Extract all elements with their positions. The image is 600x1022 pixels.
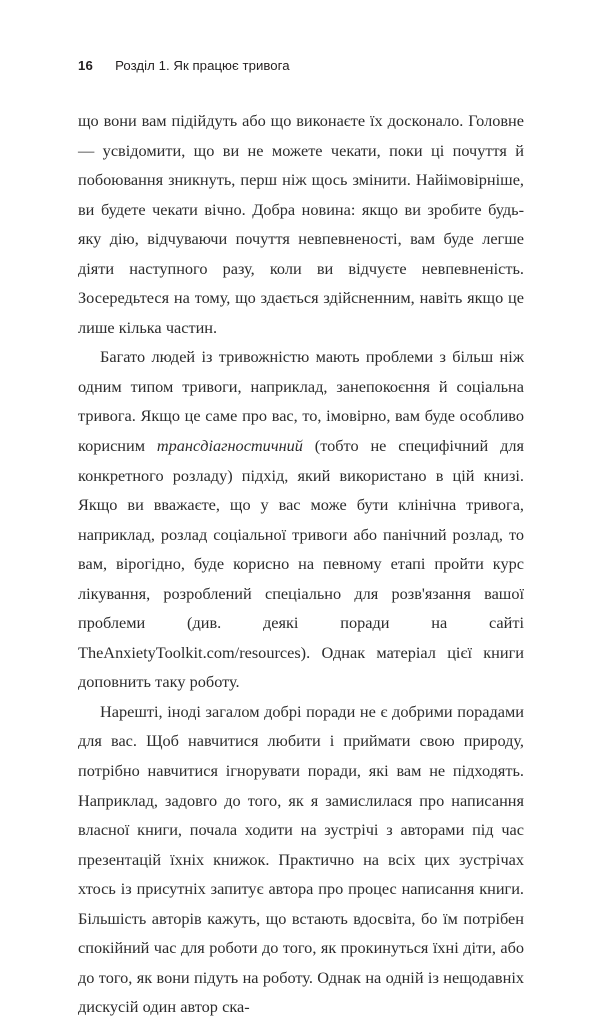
text-run: що вони вам підійдуть або що виконаєте їх досконало. Головне — усвідомити, що ви не можете чекати, поки ці почуття й побоювання зникнуть, перш ніж щось змінити. Найімовірніше, ви будете чекати вічно. Добра новина: якщо ви зробите будь-яку дію, відчуваючи почуття невпевненості, вам буде легше діяти наступного разу, коли ви відчуєте невпевненість. Зосередьтеся на тому, що здається здійсненним, навіть якщо це лише кілька частин. [78, 111, 524, 337]
emphasised-term: трансдіагностичний [156, 436, 303, 456]
text-run: ). Однак матеріал цієї книги доповнить таку роботу. [78, 642, 524, 692]
text-run: Нарешті, іноді загалом добрі поради не є добрими порадами для вас. Щоб навчитися любити і приймати свою природу, потрібно навчитися ігнорувати поради, які вам не підходять. Наприклад, задовго до того, як я замислилася про написання власної книги, почала ходити на зустрічі з авторами під час презентацій їхніх книжок. Практично на всіх цих зустрічах хтось із присутніх запитує автора про процес написання книги. Більшість авторів кажуть, що встають вдосвіта, бо їм потрібен спокійний час для роботи до того, як прокинуться їхні діти, або до того, як вони підуть на роботу. Однак на одній із нещодавніх дискусій один автор ска- [78, 701, 524, 1017]
text-run: Багато людей із тривожністю мають проблеми з більш ніж одним типом тривоги, наприклад, занепокоєння й соціальна тривога. Якщо це саме про вас, то, імовірно, вам буде особливо корисним [78, 347, 524, 456]
page-number: 16 [78, 58, 94, 73]
para-continued [78, 106, 524, 342]
para-advice [78, 697, 524, 1022]
inline-url: TheAnxietyToolkit.com/resources [78, 642, 301, 662]
text-run: (тобто не специфічний для конкретного розладу) підхід, який використано в цій книзі. Якщо ви вважаєте, що у вас може бути клінічна тривога, наприклад, розлад соціальної тривоги або панічний розлад, то вам, вірогідно, буде корисно на певному етапі пройти курс лікування, розроблений спеціально для розв'язання вашої проблеми (див. деякі поради на сайті [78, 436, 524, 633]
para-transdiagnostic [78, 342, 524, 697]
body-text-block [78, 106, 524, 1022]
chapter-title: Розділ 1. Як працює тривога [115, 58, 290, 73]
running-head [78, 56, 523, 76]
